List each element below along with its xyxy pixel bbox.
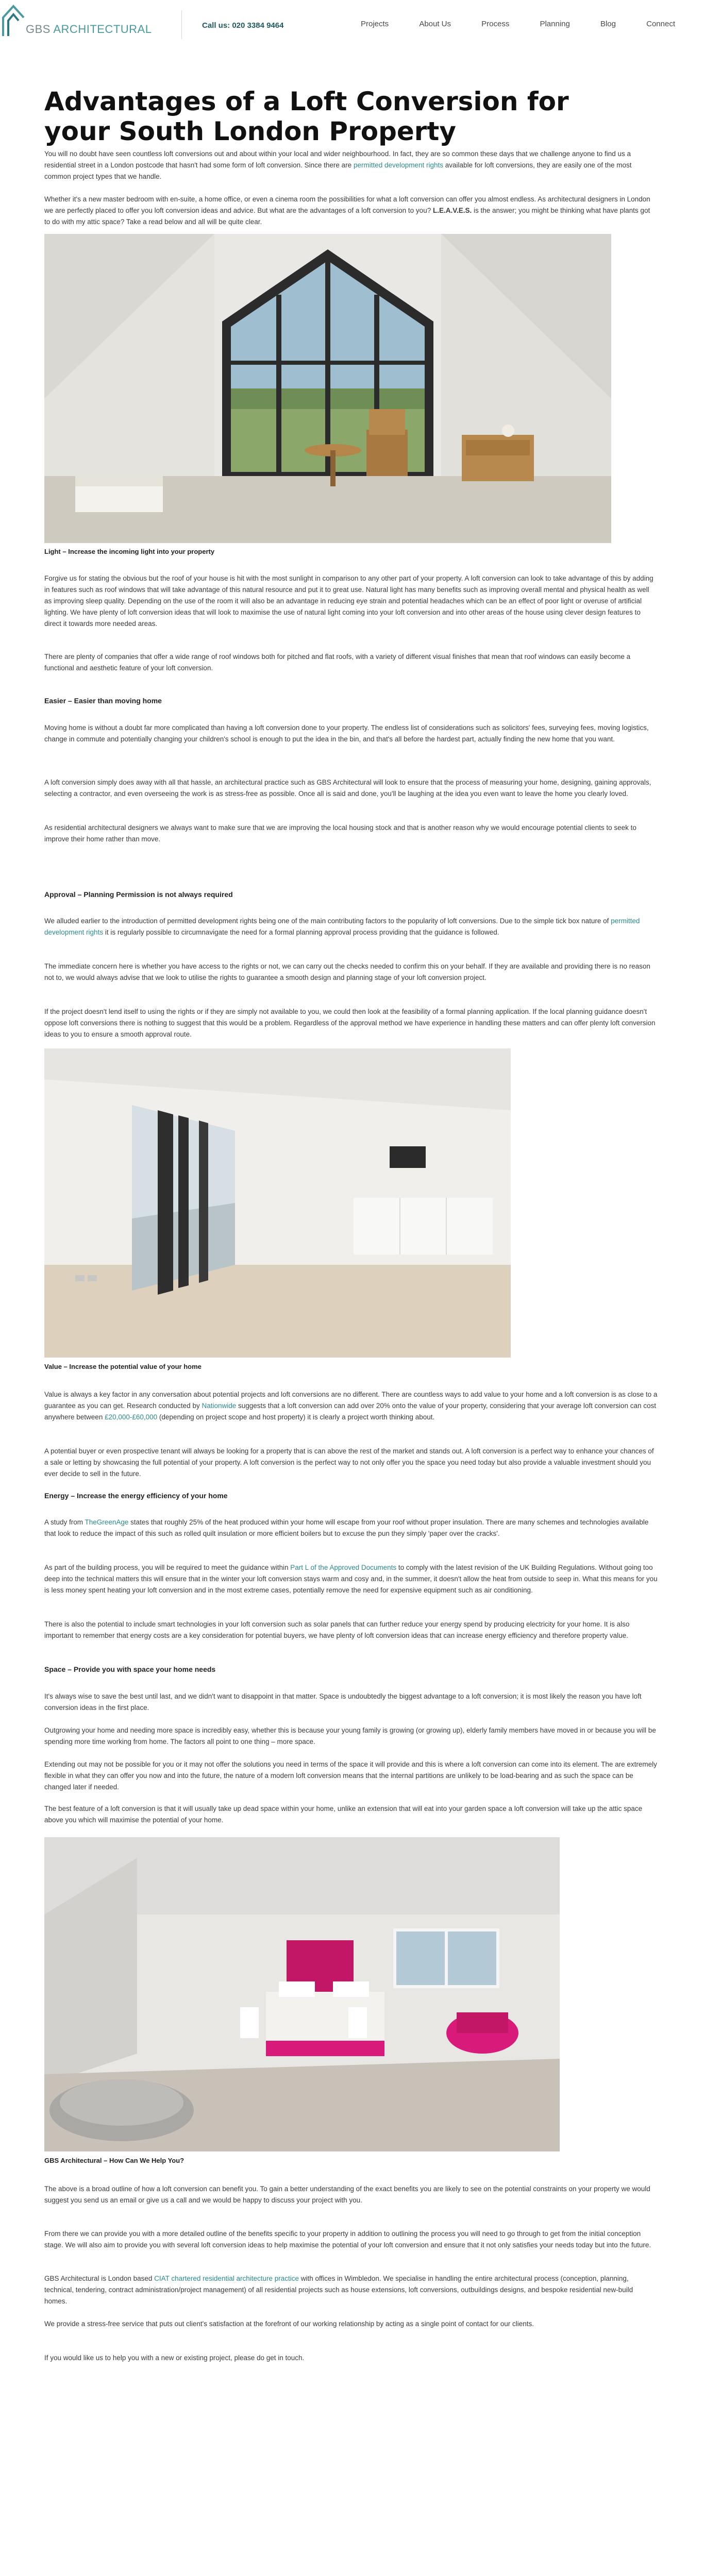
nav-about-us[interactable]: About Us bbox=[419, 20, 451, 28]
cost-link[interactable]: £20,000-£60,000 bbox=[105, 1413, 158, 1421]
permitted-rights-link-2[interactable]: permitted development rights bbox=[44, 917, 640, 936]
caption-value: Value – Increase the potential value of your home bbox=[44, 1363, 202, 1370]
site-header bbox=[0, 0, 704, 45]
nav-planning[interactable]: Planning bbox=[540, 20, 570, 28]
nav-connect[interactable]: Connect bbox=[646, 20, 675, 28]
nav-blog[interactable]: Blog bbox=[600, 20, 616, 28]
space-paragraph: It's always wise to save the best until last, and we didn't want to disappoint in that matter. Space is undoubtedly the biggest advantage to a loft conversion; it is most likely the reason you have loft conversion ideas in the first place. bbox=[44, 1692, 642, 1711]
smart-tech-paragraph: There is also the potential to include smart technologies in your loft conversion such as solar panels that can further reduce your energy spend by producing electricity for your home. It is also important to remember that energy costs are a key consideration for potential buyers, we have plenty of loft conversion ideas that can increase energy efficiency and therefore property value. bbox=[44, 1620, 630, 1639]
hassle-paragraph: A loft conversion simply does away with all that hassle, an architectural practice such as GBS Architectural will look to ensure that the process of measuring your home, designing, gaining approvals, selecting a contractor, and even overseeing the work is as stress-free as possible. Once all is said and done, you'll be laughing at the idea you even want to leave the home you clearly loved. bbox=[44, 778, 651, 798]
process-paragraph: From there we can provide you with a more detailed outline of the benefits specific to your property in addition to outlining the process you will need to go through to get from the initial conception stage. We will also aim to provide you with several loft conversion ideas to help maximise the potential of your loft conversion and ensure that it not only satisfies your needs today but into the future. bbox=[44, 2230, 651, 2249]
outgrowing-paragraph: Outgrowing your home and needing more space is incredibly easy, whether this is because your young family is growing (or growing up), elderly family members have moved in or because you will be spending more time working from home. The factors all point to one thing – more space. bbox=[44, 1726, 656, 1745]
permitted-paragraph: We alluded earlier to the introduction of permitted development rights being one of the main contributing factors to the popularity of loft conversions. Due to the simple tick box nature of permitted development rights it is regularly possible to circumnavigate the need for a formal planning approval process providing that the guidance is followed. bbox=[44, 917, 640, 936]
heading-approval: Approval – Planning Permission is not always required bbox=[44, 890, 233, 899]
site-logo[interactable] bbox=[0, 2, 160, 45]
outline-paragraph: The above is a broad outline of how a loft conversion can benefit you. To gain a better understanding of the exact benefits you are likely to see on the potential constraints on your property we would suggest you send us an email or give us a call and we would be happy to discuss your project with you. bbox=[44, 2185, 650, 2204]
leaves-paragraph: Whether it's a new master bedroom with en-suite, a home office, or even a cinema room the possibilities for what a loft conversion can offer you almost endless. As architectural designers in London we are perfectly placed to offer you loft conversion ideas and advice. But what are the advantages of a loft conversion to you? L.E.A.V.E.S. is the answer; you might be thinking what have plants got to do with my attic space? Take a read below and all will be quite clear. bbox=[44, 195, 650, 226]
loft-window-photo bbox=[44, 234, 611, 543]
nav-process[interactable]: Process bbox=[481, 20, 510, 28]
heading-easier: Easier – Easier than moving home bbox=[44, 697, 162, 705]
part-l-link[interactable]: Part L of the Approved Documents bbox=[290, 1564, 397, 1571]
permitted-rights-link[interactable]: permitted development rights bbox=[353, 161, 444, 169]
stress-free-paragraph: We provide a stress-free service that puts out client's satisfaction at the forefront of our working relationship by acting as a single point of contact for our clients. bbox=[44, 2320, 534, 2328]
intro-paragraph: You will no doubt have seen countless loft conversions out and about within your local and wider neighbourhood. In fact, they are so common these days that we challenge anyone to find us a residential street in a London postcode that hasn't had some form of loft conversion. Since there are permitted development rights available for loft conversions, they are easily one of the most common project types that we handle. bbox=[44, 150, 632, 180]
planning-paragraph: If the project doesn't lend itself to using the rights or if they are simply not available to you, we could then look at the feasibility of a formal planning application. If the local planning guidance doesn't oppose loft conversions there is nothing to suggest that this would be a problem. Regardless of the approval method we have experience in handling these matters and can offer plenty loft conversion ideas to you to ensure a smooth approval route. bbox=[44, 1008, 656, 1038]
building-regs-paragraph: As part of the building process, you will be required to meet the guidance within Part L of the Approved Documents to comply with the latest revision of the UK Building Regulations. Without going too deep into the technical matters this will ensure that in the winter your loft conversion stays warm and cosy and, in the summer, it doesn't allow the heat from outside to seep in. What this means for you is less money spent heating your loft conversion and in the most extreme cases, potentially remove the need for expensive equipment such as air conditioning. bbox=[44, 1564, 658, 1594]
ciat-link[interactable]: CIAT chartered residential architecture practice bbox=[154, 2275, 299, 2282]
extending-paragraph: Extending out may not be possible for you or it may not offer the solutions you need in terms of the space it will provide and this is where a loft conversion can come into its element. The are extremely flexible in what they can offer you now and into the future, the nature of a modern loft conversion means that the internal partitions are unlikely to be load-bearing and as such the space can be changed later if needed. bbox=[44, 1760, 657, 1791]
buyer-paragraph: A potential buyer or even prospective tenant will always be looking for a property that is can above the rest of the market and stands out. A loft conversion is a perfect way to enhance your chances of a sale or letting by showcasing the full potential of your property. A loft conversion is the perfect way to not only offer you the space you need today but also provide a valuable investment should you ever decide to sell in the future. bbox=[44, 1447, 654, 1478]
rights-check-paragraph: The immediate concern here is whether you have access to the rights or not, we can carry out the checks needed to confirm this on your behalf. If they are available and providing there is no reason not to, we would always advise that we look to utilise the rights to guarantee a smooth design and planning stage of your loft conversion project. bbox=[44, 962, 650, 981]
nav-projects[interactable]: Projects bbox=[361, 20, 389, 28]
contact-paragraph: If you would like us to help you with a new or existing project, please do get in touch. bbox=[44, 2354, 305, 2362]
dead-space-paragraph: The best feature of a loft conversion is that it will usually take up dead space within your home, unlike an extension that will eat into your garden space a loft conversion will take up the attic space above you which will maximise the potential of your home. bbox=[44, 1805, 643, 1824]
value-paragraph: Value is always a key factor in any conversation about potential projects and loft conversions are no different. There are countless ways to add value to your home and a loft conversion is as close to a guarantee as you can get. Research conducted by Nationwide suggests that a loft conversion can add over 20% onto the value of your property, considering that your average loft conversion can cost anywhere between £20,000-£60,000 (depending on project scope and host property) it is clearly a project worth thinking about. bbox=[44, 1391, 658, 1421]
moving-paragraph: Moving home is without a doubt far more complicated than having a loft conversion done to your property. The endless list of considerations such as solicitors' fees, surveying fees, moving logistics, change in commute and potentially changing your children's school is enough to put the idea in the bin, and that's all before the hardest part, actually finding the new home that you want. bbox=[44, 724, 649, 743]
housing-stock-paragraph: As residential architectural designers we always want to make sure that we are improving the local housing stock and that is another reason why we would encourage potential clients to seek to improve their home rather than move. bbox=[44, 824, 636, 843]
caption-help: GBS Architectural – How Can We Help You? bbox=[44, 2157, 185, 2164]
heading-space: Space – Provide you with space your home needs bbox=[44, 1665, 216, 1673]
page-title: Advantages of a Loft Conversion for your South London Property bbox=[44, 87, 569, 146]
logo-wordmark: GBS ARCHITECTURAL bbox=[26, 23, 152, 36]
phone-link[interactable]: Call us: 020 3384 9464 bbox=[202, 21, 284, 30]
nationwide-link[interactable]: Nationwide bbox=[202, 1402, 237, 1410]
greenage-link[interactable]: TheGreenAge bbox=[85, 1518, 129, 1526]
loft-room-photo bbox=[44, 1048, 511, 1358]
caption-light: Light – Increase the incoming light into your property bbox=[44, 548, 215, 555]
about-gbs-paragraph: GBS Architectural is London based CIAT chartered residential architecture practice with offices in Wimbledon. We specialise in handling the entire architectural process (conception, planning, technical, tendering, contract administration/project management) of all residential projects such as house extensions, loft conversions, outbuildings designs, and bespoke residential new-build homes. bbox=[44, 2275, 633, 2305]
header-divider bbox=[181, 10, 182, 39]
loft-bedroom-photo bbox=[44, 1837, 560, 2151]
main-nav bbox=[361, 20, 675, 31]
roof-windows-paragraph: There are plenty of companies that offer a wide range of roof windows both for pitched and flat roofs, with a variety of different visual finishes that mean that roof windows can easily become a functional and aesthetic feature of your loft conversion. bbox=[44, 653, 631, 672]
light-paragraph: Forgive us for stating the obvious but the roof of your house is hit with the most sunlight in comparison to any other part of your property. A loft conversion can look to take advantage of this by adding in features such as roof windows that will take advantage of this natural resource and put it to great use. Natural light has many benefits such as improving overall mental and physical health as well as improving sleep quality. Depending on the use of the room it will also be an advantage in reducing eye strain and potential headaches which can be an effect of poor light or overuse of artificial lighting. We have plenty of loft conversion ideas that will look to maximise the use of natural light coming into your loft conversion and into other areas of the house using clever design features to direct it towards more needed areas. bbox=[44, 574, 653, 628]
insulation-paragraph: A study from TheGreenAge states that roughly 25% of the heat produced within your home will escape from your roof without proper insulation. There are many schemes and technologies available that look to reduce the impact of this such as rolled quilt insulation or more efficient boilers but to excuse the pun they simply 'paper over the cracks'. bbox=[44, 1518, 649, 1537]
heading-energy: Energy – Increase the energy efficiency of your home bbox=[44, 1492, 228, 1500]
